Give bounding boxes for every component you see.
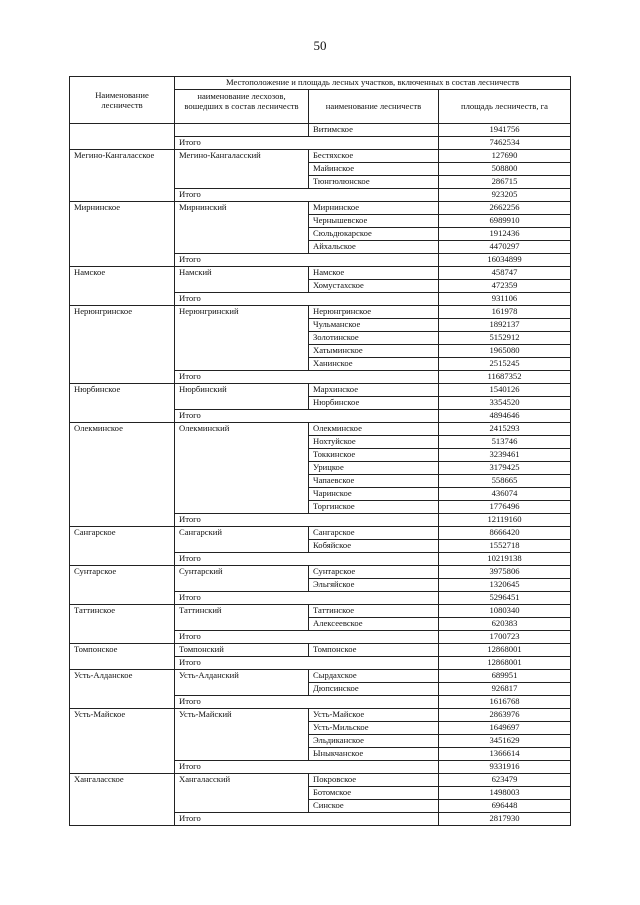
header-leshoz-name: наименование лесхозов, вошедших в состав лесничеств bbox=[175, 90, 309, 124]
area-cell: 5152912 bbox=[439, 332, 571, 345]
district-name-cell: Хомустахское bbox=[309, 280, 439, 293]
district-name-cell: Усть-Мильское bbox=[309, 722, 439, 735]
total-label-cell: Итого bbox=[175, 813, 439, 826]
total-label-cell: Итого bbox=[175, 657, 439, 670]
district-name-cell: Кобяйское bbox=[309, 540, 439, 553]
area-cell: 8666420 bbox=[439, 527, 571, 540]
leshoz-name-cell: Сунтарский bbox=[175, 566, 309, 592]
table-row bbox=[70, 150, 571, 163]
area-cell: 2863976 bbox=[439, 709, 571, 722]
total-area-cell: 7462534 bbox=[439, 137, 571, 150]
total-area-cell: 16034899 bbox=[439, 254, 571, 267]
table-body bbox=[70, 124, 571, 826]
leshoz-name-cell: Нюрбинский bbox=[175, 384, 309, 410]
area-cell: 436074 bbox=[439, 488, 571, 501]
area-cell: 3451629 bbox=[439, 735, 571, 748]
district-name-cell: Синское bbox=[309, 800, 439, 813]
area-cell: 127690 bbox=[439, 150, 571, 163]
district-name-cell: Нерюнгринское bbox=[309, 306, 439, 319]
district-name-cell: Чаринское bbox=[309, 488, 439, 501]
forestry-name-cell: Сунтарское bbox=[70, 566, 175, 605]
area-cell: 1080340 bbox=[439, 605, 571, 618]
leshoz-name-cell: Сангарский bbox=[175, 527, 309, 553]
forestry-name-cell: Хангаласское bbox=[70, 774, 175, 826]
area-cell: 689951 bbox=[439, 670, 571, 683]
forestry-name-cell: Усть-Майское bbox=[70, 709, 175, 774]
total-label-cell: Итого bbox=[175, 189, 439, 202]
forest-districts-table bbox=[69, 76, 571, 826]
leshoz-cell bbox=[175, 124, 309, 137]
area-cell: 508800 bbox=[439, 163, 571, 176]
district-name-cell: Дюпсинское bbox=[309, 683, 439, 696]
district-name-cell: Чапаевское bbox=[309, 475, 439, 488]
area-cell: 472359 bbox=[439, 280, 571, 293]
district-name-cell: Майинское bbox=[309, 163, 439, 176]
district-name-cell: Мирнинское bbox=[309, 202, 439, 215]
district-name-cell: Томпонское bbox=[309, 644, 439, 657]
area-cell: 696448 bbox=[439, 800, 571, 813]
total-area-cell: 12119160 bbox=[439, 514, 571, 527]
total-label-cell: Итого bbox=[175, 553, 439, 566]
total-label-cell: Итого bbox=[175, 410, 439, 423]
total-area-cell: 2817930 bbox=[439, 813, 571, 826]
leshoz-name-cell: Намский bbox=[175, 267, 309, 293]
total-label-cell: Итого bbox=[175, 592, 439, 605]
district-name-cell: Сюльдюкарское bbox=[309, 228, 439, 241]
total-area-cell: 11687352 bbox=[439, 371, 571, 384]
page-number: 50 bbox=[313, 38, 327, 53]
district-name-cell: Сунтарское bbox=[309, 566, 439, 579]
forestry-name-cell: Олекминское bbox=[70, 423, 175, 527]
district-name-cell: Намское bbox=[309, 267, 439, 280]
table-row bbox=[70, 644, 571, 657]
district-name-cell: Сырдахское bbox=[309, 670, 439, 683]
total-area-cell: 923205 bbox=[439, 189, 571, 202]
leshoz-name-cell: Усть-Майский bbox=[175, 709, 309, 761]
area-cell: 6989910 bbox=[439, 215, 571, 228]
area-cell: 2415293 bbox=[439, 423, 571, 436]
area-cell: 2662256 bbox=[439, 202, 571, 215]
total-label-cell: Итого bbox=[175, 631, 439, 644]
total-area-cell: 5296451 bbox=[439, 592, 571, 605]
district-name-cell: Эльдиканское bbox=[309, 735, 439, 748]
table-row bbox=[70, 774, 571, 787]
district-name-cell: Нохтуйское bbox=[309, 436, 439, 449]
total-label-cell: Итого bbox=[175, 254, 439, 267]
district-name-cell: Чернышевское bbox=[309, 215, 439, 228]
header-row-1 bbox=[70, 77, 571, 90]
area-cell: 1965080 bbox=[439, 345, 571, 358]
area-cell: 286715 bbox=[439, 176, 571, 189]
total-label-cell: Итого bbox=[175, 514, 439, 527]
header-district-name: наименование лесничеств bbox=[309, 90, 439, 124]
district-name-cell: Токкинское bbox=[309, 449, 439, 462]
forestry-name-cell: Томпонское bbox=[70, 644, 175, 670]
total-area-cell: 4894646 bbox=[439, 410, 571, 423]
district-name-cell: Сангарское bbox=[309, 527, 439, 540]
forestry-name-cell: Намское bbox=[70, 267, 175, 306]
district-name-cell: Урицкое bbox=[309, 462, 439, 475]
district-name-cell: Олекминское bbox=[309, 423, 439, 436]
table-row bbox=[70, 124, 571, 137]
area-cell: 1892137 bbox=[439, 319, 571, 332]
total-area-cell: 9331916 bbox=[439, 761, 571, 774]
district-name-cell: Усть-Майское bbox=[309, 709, 439, 722]
header-location-group: Местоположение и площадь лесных участков, включенных в состав лесничеств bbox=[175, 77, 571, 90]
leshoz-name-cell: Мирнинский bbox=[175, 202, 309, 254]
table-row bbox=[70, 423, 571, 436]
district-name-cell: Мархинское bbox=[309, 384, 439, 397]
total-area-cell: 1616768 bbox=[439, 696, 571, 709]
district-name-cell: Ханинское bbox=[309, 358, 439, 371]
forestry-name-cell: Сангарское bbox=[70, 527, 175, 566]
area-cell: 1912436 bbox=[439, 228, 571, 241]
forestry-name-cell: Усть-Алданское bbox=[70, 670, 175, 709]
area-cell: 620383 bbox=[439, 618, 571, 631]
area-cell: 458747 bbox=[439, 267, 571, 280]
area-cell: 1366614 bbox=[439, 748, 571, 761]
total-area-cell: 12868001 bbox=[439, 657, 571, 670]
area-cell: 2515245 bbox=[439, 358, 571, 371]
district-name-cell: Нюрбинское bbox=[309, 397, 439, 410]
district-name-cell: Айхальское bbox=[309, 241, 439, 254]
district-name-cell: Хатыминское bbox=[309, 345, 439, 358]
leshoz-name-cell: Олекминский bbox=[175, 423, 309, 514]
table-row bbox=[70, 670, 571, 683]
table-row bbox=[70, 566, 571, 579]
leshoz-name-cell: Томпонский bbox=[175, 644, 309, 657]
total-label-cell: Итого bbox=[175, 761, 439, 774]
district-name-cell: Алексеевское bbox=[309, 618, 439, 631]
total-area-cell: 10219138 bbox=[439, 553, 571, 566]
forestry-name-cell: Таттинское bbox=[70, 605, 175, 644]
area-cell: 12868001 bbox=[439, 644, 571, 657]
district-name-cell: Ботомское bbox=[309, 787, 439, 800]
table-row bbox=[70, 306, 571, 319]
total-label-cell: Итого bbox=[175, 371, 439, 384]
area-cell: 926817 bbox=[439, 683, 571, 696]
area-cell: 1320645 bbox=[439, 579, 571, 592]
forestry-cell bbox=[70, 124, 175, 150]
leshoz-name-cell: Нерюнгринский bbox=[175, 306, 309, 371]
leshoz-name-cell: Мегино-Кангаласский bbox=[175, 150, 309, 189]
table-row bbox=[70, 202, 571, 215]
area-cell: 1540126 bbox=[439, 384, 571, 397]
area-cell: 513746 bbox=[439, 436, 571, 449]
table-row bbox=[70, 267, 571, 280]
area-cell: 4470297 bbox=[439, 241, 571, 254]
total-area-cell: 1700723 bbox=[439, 631, 571, 644]
district-name-cell: Торгинское bbox=[309, 501, 439, 514]
table-row bbox=[70, 527, 571, 540]
district-name-cell: Чульманское bbox=[309, 319, 439, 332]
area-cell: 3975806 bbox=[439, 566, 571, 579]
total-label-cell: Итого bbox=[175, 696, 439, 709]
forestry-name-cell: Нюрбинское bbox=[70, 384, 175, 423]
table-row bbox=[70, 605, 571, 618]
district-name-cell: Эльгяйское bbox=[309, 579, 439, 592]
area-cell: 1498003 bbox=[439, 787, 571, 800]
leshoz-name-cell: Хангаласский bbox=[175, 774, 309, 813]
district-name-cell: Покровское bbox=[309, 774, 439, 787]
table-row bbox=[70, 384, 571, 397]
header-area: площадь лесничеств, га bbox=[439, 90, 571, 124]
district-name-cell: Золотинское bbox=[309, 332, 439, 345]
forestry-name-cell: Нерюнгринское bbox=[70, 306, 175, 384]
area-cell: 3179425 bbox=[439, 462, 571, 475]
area-cell: 1941756 bbox=[439, 124, 571, 137]
area-cell: 1776496 bbox=[439, 501, 571, 514]
area-cell: 1649697 bbox=[439, 722, 571, 735]
area-cell: 1552718 bbox=[439, 540, 571, 553]
total-label-cell: Итого bbox=[175, 293, 439, 306]
leshoz-name-cell: Таттинский bbox=[175, 605, 309, 631]
area-cell: 3354520 bbox=[439, 397, 571, 410]
total-label-cell: Итого bbox=[175, 137, 439, 150]
forestry-name-cell: Мегино-Кангаласское bbox=[70, 150, 175, 202]
district-name-cell: Бестяхское bbox=[309, 150, 439, 163]
district-name-cell: Ыныкчанское bbox=[309, 748, 439, 761]
area-cell: 3239461 bbox=[439, 449, 571, 462]
area-cell: 161978 bbox=[439, 306, 571, 319]
forestry-name-cell: Мирнинское bbox=[70, 202, 175, 267]
district-name-cell: Витимское bbox=[309, 124, 439, 137]
table-row bbox=[70, 709, 571, 722]
leshoz-name-cell: Усть-Алданский bbox=[175, 670, 309, 696]
total-area-cell: 931106 bbox=[439, 293, 571, 306]
header-forestry-name: Наименование лесничеств bbox=[70, 77, 175, 124]
district-name-cell: Тюнгюлюнское bbox=[309, 176, 439, 189]
district-name-cell: Таттинское bbox=[309, 605, 439, 618]
area-cell: 623479 bbox=[439, 774, 571, 787]
area-cell: 558665 bbox=[439, 475, 571, 488]
